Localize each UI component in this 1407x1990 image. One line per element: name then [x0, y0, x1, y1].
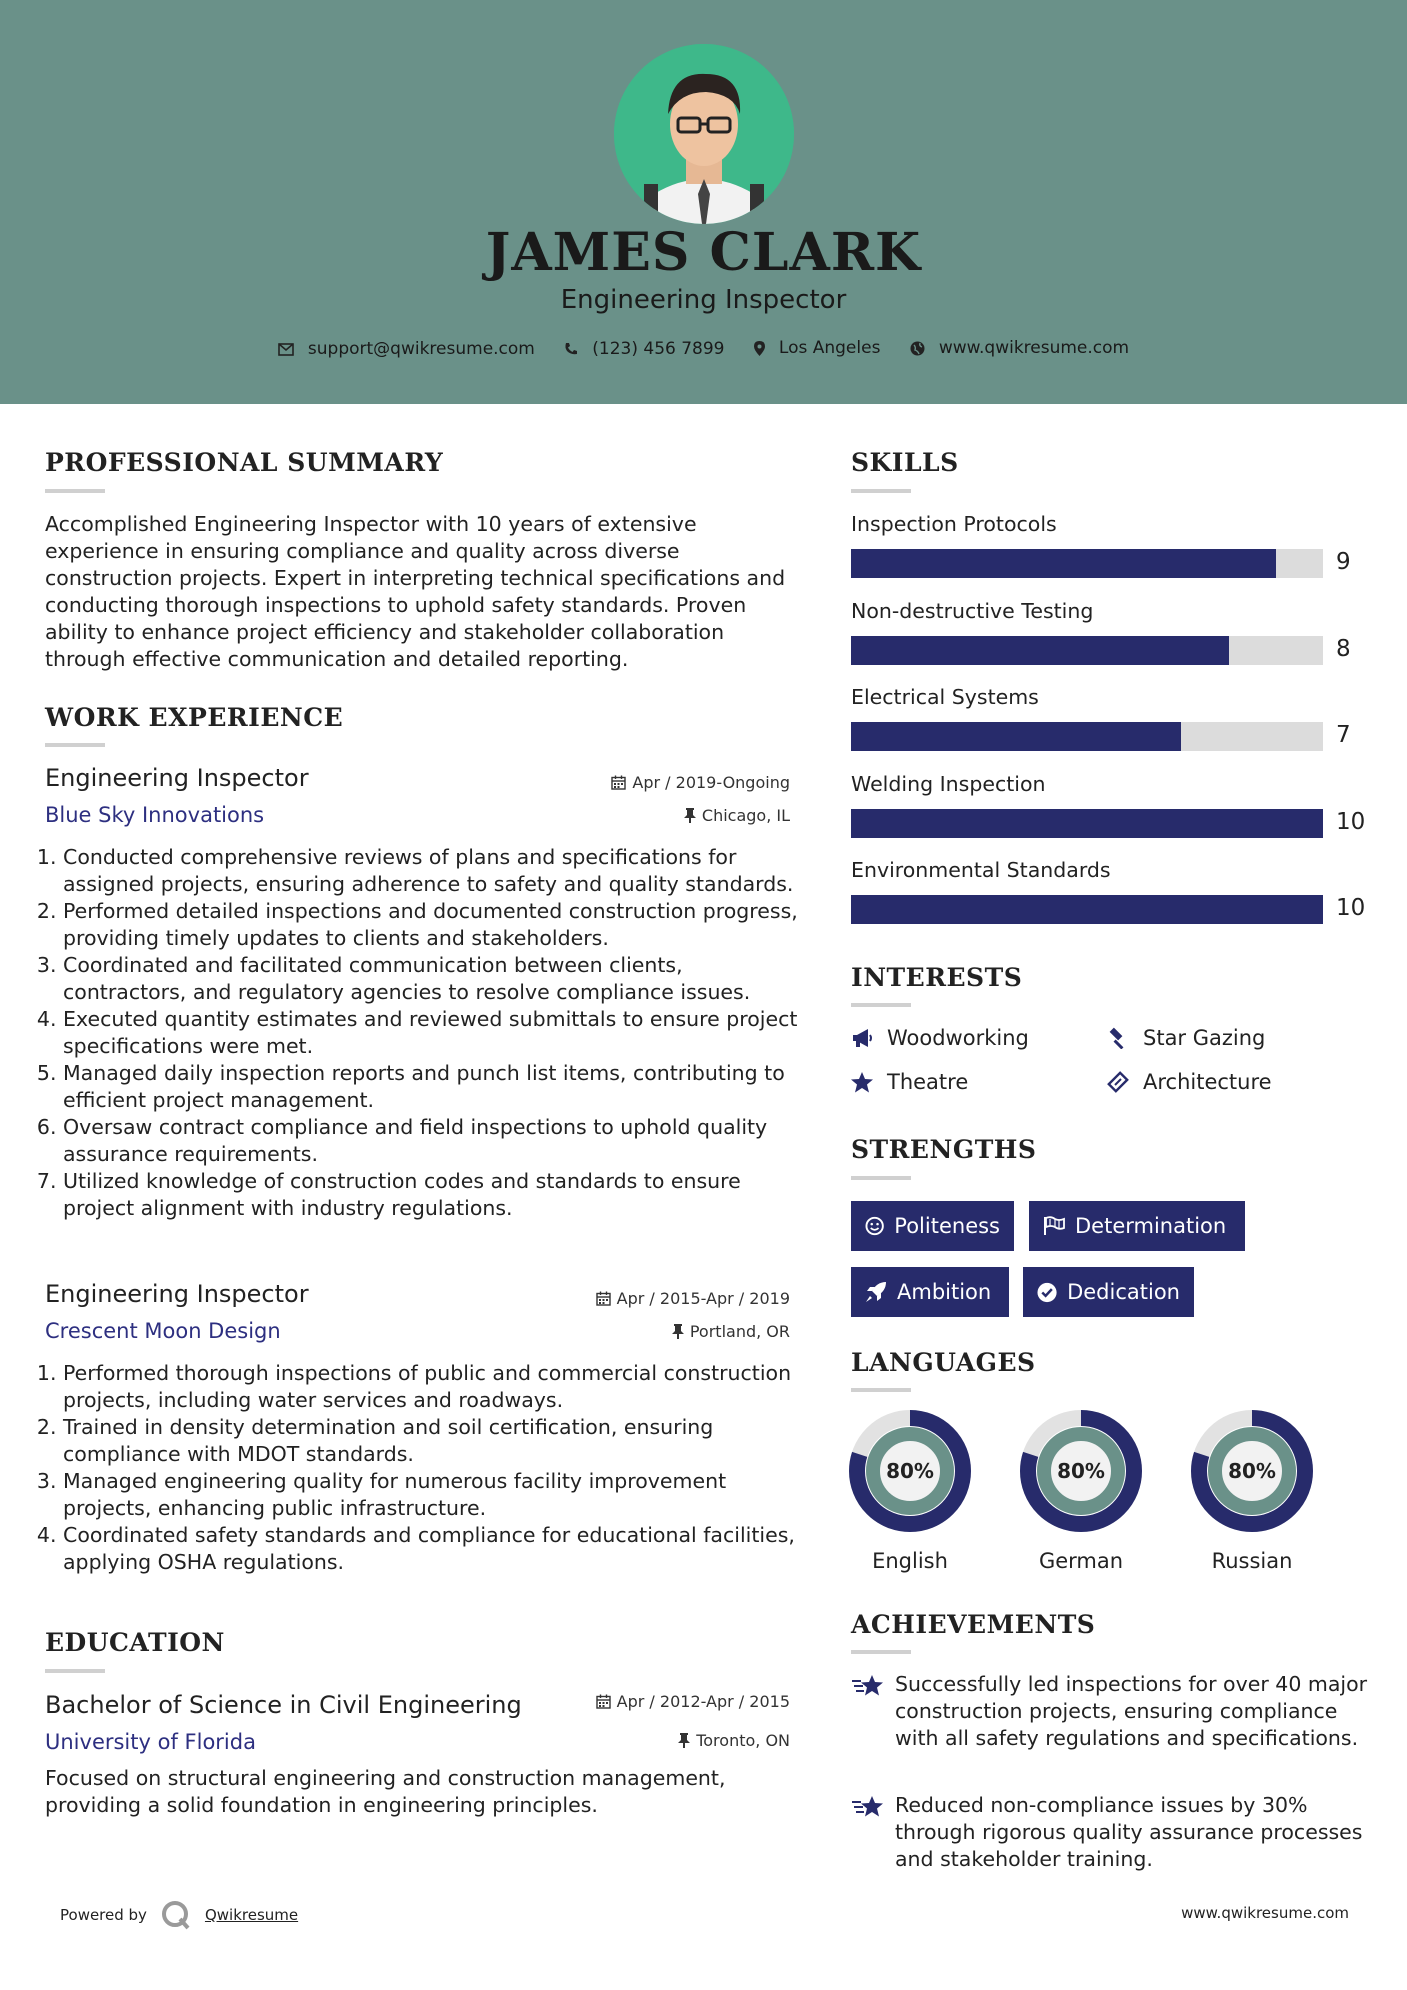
language-item	[1190, 1409, 1314, 1573]
duty-item: 6. Oversaw contract compliance and field inspections to uphold quality assurance requirements.	[63, 1114, 808, 1168]
skill-value: 7	[1336, 722, 1351, 748]
contact-phone[interactable]	[564, 339, 724, 359]
education-degree: Bachelor of Science in Civil Engineering	[45, 1691, 522, 1719]
check-circle-icon	[1037, 1282, 1057, 1303]
achievement-text: Successfully led inspections for over 40 major construction projects, ensuring compliance with all safety regulations and specifications.	[895, 1672, 1368, 1750]
skill-label: Non-destructive Testing	[851, 598, 1094, 623]
interest-theatre	[851, 1070, 968, 1094]
qwikresume-link[interactable]: Qwikresume	[204, 1906, 299, 1924]
summary-divider	[45, 489, 105, 493]
skill-label: Welding Inspection	[851, 771, 1046, 796]
interests-heading: INTERESTS	[851, 963, 1023, 992]
job-1-dates	[500, 773, 790, 792]
skill-bar-track	[851, 809, 1323, 838]
calendar-icon	[611, 775, 626, 790]
strength-label: Dedication	[1067, 1280, 1180, 1304]
language-percent: 80%	[1228, 1459, 1276, 1483]
job-1-location	[500, 806, 790, 825]
skill-bar-track	[851, 722, 1323, 751]
education-divider	[45, 1669, 105, 1673]
skill-value: 9	[1336, 549, 1351, 575]
skills-divider	[851, 489, 911, 493]
map-pin-icon	[754, 341, 765, 356]
candidate-title: Engineering Inspector	[560, 285, 847, 315]
profile-photo	[614, 44, 794, 224]
skill-bar-fill	[851, 722, 1181, 751]
job-2-dates	[500, 1289, 790, 1308]
smile-icon	[865, 1216, 884, 1236]
qwikresume-logo-icon	[161, 1900, 191, 1930]
skill-bar-track	[851, 895, 1323, 924]
language-label: German	[1038, 1549, 1124, 1573]
summary-text: Accomplished Engineering Inspector with 10 years of extensive experience in ensuring compliance and quality across diverse construction projects. Expert in interpreting technical specifications and conducting thorough inspections to uphold safety standards. Proven ability to enhance project efficiency and stakeholder collaboration through effective communication and detailed reporting.	[45, 512, 786, 671]
education-location	[500, 1731, 790, 1750]
education-text: Focused on structural engineering and construction management, providing a solid foundation in engineering principles.	[45, 1766, 726, 1817]
strength-label: Determination	[1075, 1214, 1227, 1238]
job-2-location	[500, 1322, 790, 1341]
strengths-heading: STRENGTHS	[851, 1135, 1037, 1164]
globe-icon	[910, 341, 925, 356]
rocket-icon	[865, 1281, 887, 1303]
ticket-icon	[1107, 1071, 1129, 1093]
job-2-duties	[45, 1360, 808, 1576]
experience-heading: WORK EXPERIENCE	[45, 703, 344, 732]
language-label: Russian	[1211, 1549, 1293, 1573]
shooting-star-icon	[851, 1673, 885, 1699]
megaphone-icon	[851, 1028, 873, 1048]
skill-bar-fill	[851, 895, 1323, 924]
education-dates-text: Apr / 2012-Apr / 2015	[616, 1692, 790, 1711]
contact-location	[754, 338, 881, 358]
job-1-dates-text: Apr / 2019-Ongoing	[632, 773, 790, 792]
skill-bar-fill	[851, 549, 1276, 578]
star-icon	[851, 1072, 873, 1093]
contact-location-text: Los Angeles	[778, 338, 881, 358]
skill-value: 10	[1336, 808, 1366, 835]
strengths-divider	[851, 1176, 911, 1180]
experience-divider	[45, 743, 105, 747]
achievement-item	[851, 1792, 1371, 1873]
job-2-title: Engineering Inspector	[45, 1280, 309, 1308]
languages-divider	[851, 1388, 911, 1392]
envelope-icon	[278, 343, 294, 356]
language-donut	[1190, 1409, 1314, 1533]
language-item	[1019, 1409, 1143, 1573]
education-school: University of Florida	[45, 1730, 256, 1754]
duty-item: 7. Utilized knowledge of construction codes and standards to ensure project alignment with industry regulations.	[63, 1168, 808, 1222]
skill-label: Electrical Systems	[851, 685, 1039, 709]
education-dates	[500, 1692, 790, 1711]
skill-bar-track	[851, 549, 1323, 578]
interest-star-gazing	[1107, 1026, 1265, 1050]
contact-website-text: www.qwikresume.com	[938, 338, 1130, 358]
pushpin-icon	[684, 808, 696, 823]
powered-by-label: Powered by	[60, 1906, 147, 1924]
footer-branding	[60, 1900, 298, 1930]
duty-item: 3. Coordinated and facilitated communication between clients, contractors, and regulatory agencies to resolve compliance issues.	[63, 952, 808, 1006]
duty-item: 5. Managed daily inspection reports and punch list items, contributing to efficient project management.	[63, 1060, 808, 1114]
job-2-company: Crescent Moon Design	[45, 1319, 281, 1343]
skill-value: 10	[1336, 895, 1366, 921]
skill-value: 8	[1336, 635, 1351, 662]
contact-phone-text: (123) 456 7899	[592, 338, 725, 359]
phone-icon	[564, 342, 578, 356]
achievements-divider	[851, 1650, 911, 1654]
duty-item: 1. Performed thorough inspections of public and commercial construction projects, including water services and roadways.	[63, 1360, 808, 1414]
education-heading: EDUCATION	[45, 1628, 225, 1657]
language-item	[848, 1409, 972, 1573]
language-percent: 80%	[1057, 1459, 1105, 1483]
education-location-text: Toronto, ON	[696, 1731, 790, 1750]
job-2-dates-text: Apr / 2015-Apr / 2019	[616, 1289, 790, 1308]
strength-label: Ambition	[897, 1280, 992, 1304]
languages-heading: LANGUAGES	[851, 1348, 1036, 1377]
job-1-location-text: Chicago, IL	[701, 806, 790, 825]
summary-heading: PROFESSIONAL SUMMARY	[45, 448, 444, 477]
job-1-company: Blue Sky Innovations	[45, 803, 265, 827]
achievement-text: Reduced non-compliance issues by 30% through rigorous quality assurance processes and stakeholder training.	[895, 1793, 1363, 1871]
interest-label: Architecture	[1143, 1070, 1272, 1094]
skill-bar-track	[851, 636, 1323, 665]
language-label: English	[872, 1549, 948, 1573]
duty-item: 4. Coordinated safety standards and compliance for educational facilities, applying OSHA regulations.	[63, 1522, 808, 1576]
strength-label: Politeness	[894, 1214, 1000, 1238]
interests-divider	[851, 1003, 911, 1007]
interest-architecture	[1107, 1070, 1272, 1094]
language-donut	[1019, 1409, 1143, 1533]
gavel-icon	[1107, 1027, 1129, 1049]
skill-bar-fill	[851, 809, 1323, 838]
language-donut	[848, 1409, 972, 1533]
duty-item: 2. Trained in density determination and soil certification, ensuring compliance with MDOT standards.	[63, 1414, 808, 1468]
skill-label: Environmental Standards	[851, 858, 1111, 882]
calendar-icon	[596, 1694, 611, 1709]
pushpin-icon	[678, 1733, 690, 1748]
skills-heading: SKILLS	[851, 448, 959, 477]
candidate-name: JAMES CLARK	[485, 222, 922, 283]
job-1-title: Engineering Inspector	[45, 764, 309, 792]
job-1-duties	[45, 844, 808, 1222]
interest-woodworking	[851, 1026, 1029, 1050]
interest-label: Woodworking	[887, 1026, 1029, 1050]
contact-bar	[0, 338, 1407, 361]
shooting-star-icon	[851, 1794, 885, 1820]
contact-email[interactable]	[278, 339, 535, 359]
language-percent: 80%	[886, 1459, 934, 1483]
duty-item: 3. Managed engineering quality for numerous facility improvement projects, enhancing public infrastructure.	[63, 1468, 808, 1522]
pushpin-icon	[672, 1324, 684, 1339]
contact-website[interactable]	[910, 338, 1129, 358]
interest-label: Star Gazing	[1143, 1026, 1266, 1050]
resume-header	[0, 0, 1407, 404]
contact-email-text: support@qwikresume.com	[307, 339, 535, 359]
achievements-heading: ACHIEVEMENTS	[851, 1610, 1096, 1639]
duty-item: 4. Executed quantity estimates and reviewed submittals to ensure project specifications were met.	[63, 1006, 808, 1060]
strength-ambition	[851, 1267, 1009, 1317]
strength-politeness	[851, 1201, 1014, 1251]
duty-item: 2. Performed detailed inspections and documented construction progress, providing timely updates to clients and stakeholders.	[63, 898, 808, 952]
strength-dedication	[1023, 1267, 1194, 1317]
duty-item: 1. Conducted comprehensive reviews of plans and specifications for assigned projects, ensuring adherence to safety and quality standards.	[63, 844, 808, 898]
achievement-item	[851, 1671, 1371, 1752]
footer-website[interactable]: www.qwikresume.com	[1181, 1904, 1349, 1922]
interest-label: Theatre	[887, 1070, 969, 1094]
flag-icon	[1043, 1216, 1065, 1236]
job-2-location-text: Portland, OR	[689, 1322, 790, 1341]
strength-determination	[1029, 1201, 1245, 1251]
calendar-icon	[596, 1291, 611, 1306]
skill-label: Inspection Protocols	[851, 512, 1057, 536]
skill-bar-fill	[851, 636, 1229, 665]
